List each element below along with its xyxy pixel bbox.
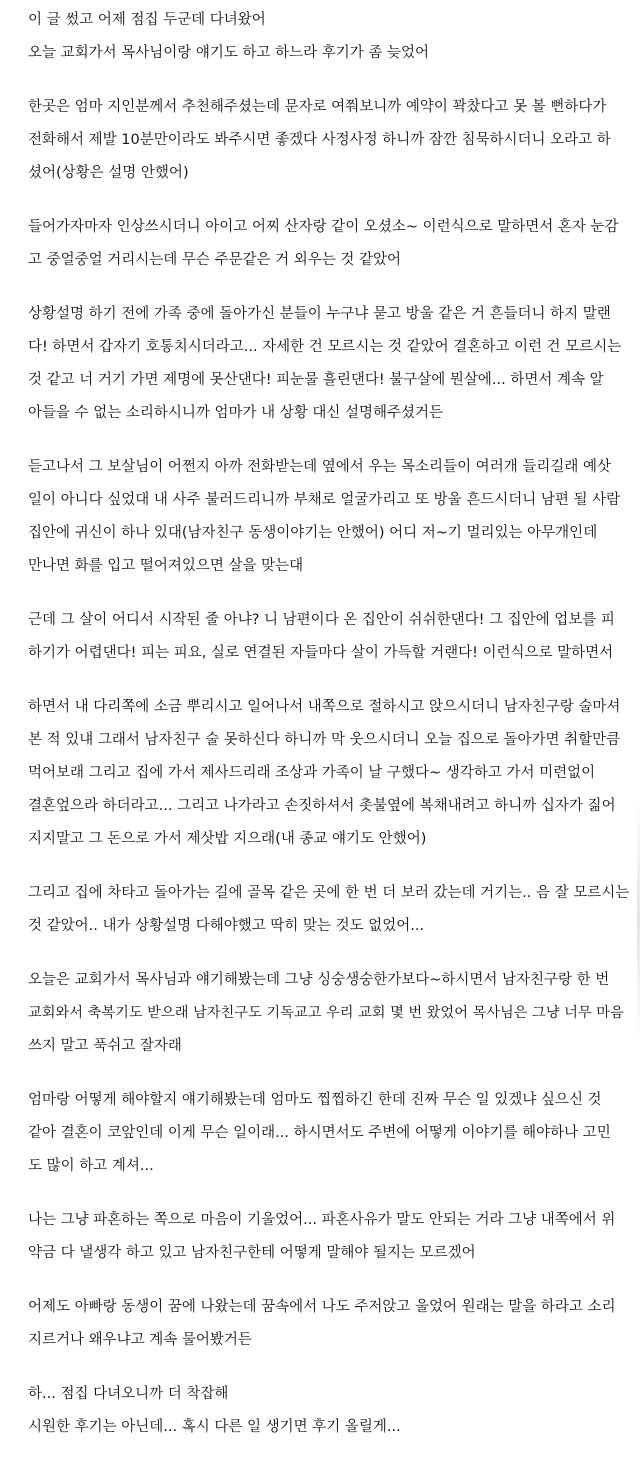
text-line: 것 같았어.. 내가 상황설명 다해야했고 딱히 맞는 것도 없었어... <box>28 918 425 934</box>
text-line: 시원한 후기는 아닌데... 혹시 다른 일 생기면 후기 올릴게... <box>28 1419 401 1435</box>
paragraph <box>28 604 632 670</box>
text-line: 일이 아니다 싶었대 내 사주 불러드리니까 부채로 얼굴가리고 또 방울 흔드시더니 남편 될 사람 <box>28 492 621 508</box>
text-line: 오늘 교회가서 목사님이랑 얘기도 하고 하느라 후기가 좀 늦었어 <box>28 45 430 61</box>
text-line: 한곳은 엄마 지인분께서 추천해주셨는데 문자로 여쭤보니까 예약이 꽉찼다고 못 볼 뻔하다가 <box>28 99 607 115</box>
paragraph <box>28 91 632 190</box>
text-line: 셨어(상황은 설명 안했어) <box>28 165 189 181</box>
paragraph <box>28 964 632 1063</box>
text-line: 상황설명 하기 전에 가족 중에 돌아가신 분들이 누구냐 묻고 방울 같은 거 흔들더니 하지 말랜 <box>28 306 611 322</box>
text-line: 교회와서 축복기도 받으래 남자친구도 기독교고 우리 교회 몇 번 왔었어 목사님은 그냥 너무 마음 <box>28 1005 624 1021</box>
text-line: 고 중얼중얼 거리시는데 무슨 주문같은 거 외우는 것 같았어 <box>28 252 402 268</box>
text-line: 본 적 있냬 그래서 남자친구 술 못하신다 하니까 막 웃으시더니 오늘 집으로 돌아가면 취할만큼 <box>28 732 621 748</box>
paragraph <box>28 1378 632 1444</box>
text-line: 그리고 집에 차타고 돌아가는 길에 골목 같은 곳에 한 번 더 보러 갔는데 거기는.. 음 잘 모르시는 <box>28 885 630 901</box>
text-line: 약금 다 낼생각 하고 있고 남자친구한테 어떻게 말해야 될지는 모르겠어 <box>28 1245 476 1261</box>
paragraph <box>28 877 632 943</box>
text-line: 오늘은 교회가서 목사님과 얘기해봤는데 그냥 싱숭생숭한가보다~하시면서 남자친구랑 한 번 <box>28 972 610 988</box>
text-line: 지르거나 왜우냐고 계속 물어봤거든 <box>28 1332 252 1348</box>
paragraph <box>28 1084 632 1183</box>
text-line: 하기가 어렵댄다! 피는 피요, 실로 연결된 자들마다 살이 가득할 거랜다! 이런식으로 말하면서 <box>28 645 614 661</box>
text-line: 먹어보래 그리고 집에 가서 제사드리래 조상과 가족이 날 구했다~ 생각하고 가서 미련없이 <box>28 765 596 781</box>
paragraph <box>28 691 632 856</box>
paragraph <box>28 451 632 583</box>
text-line: 엄마랑 어떻게 해야할지 얘기해봤는데 엄마도 찝찝하긴 한데 진짜 무슨 일 있겠냐 싶으신 것 <box>28 1092 602 1108</box>
text-line: 같아 결혼이 코앞인데 이게 무슨 일이래... 하시면서도 주변에 어떻게 이야기를 해야하나 고민 <box>28 1125 611 1141</box>
text-line: 집안에 귀신이 하나 있대(남자친구 동생이야기는 안했어) 어디 저~기 멀리있는 아무개인데 <box>28 525 598 541</box>
paragraph <box>28 211 632 277</box>
paragraph <box>28 1204 632 1270</box>
text-line: 결혼엎으라 하더라고... 그리고 나가라고 손짓하셔서 촛불옆에 복채내려고 하니까 십자가 짊어 <box>28 798 616 814</box>
text-line: 나는 그냥 파혼하는 쪽으로 마음이 기울었어... 파혼사유가 말도 안되는 거라 그냥 내쪽에서 위 <box>28 1212 616 1228</box>
paragraph <box>28 4 632 70</box>
text-line: 아들을 수 없는 소리하시니까 엄마가 내 상황 대신 설명해주셨거든 <box>28 405 444 421</box>
text-line: 어제도 아빠랑 동생이 꿈에 나왔는데 꿈속에서 나도 주저앉고 울었어 원래는 말을 하라고 소리 <box>28 1299 616 1315</box>
text-line: 것 같고 너 거기 가면 제명에 못산댄다! 피눈물 흘린댄다! 불구살에 뭔살에... 하면서 계속 알 <box>28 372 604 388</box>
text-line: 근데 그 살이 어디서 시작된 줄 아냐? 니 남편이다 온 집안이 쉬쉬한댄다! 그 집안에 업보를 피 <box>28 612 615 628</box>
text-line: 하... 점집 다녀오니까 더 착잡해 <box>28 1386 229 1402</box>
text-line: 들어가자마자 인상쓰시더니 아이고 어찌 산자랑 같이 오셨소~ 이런식으로 말하면서 혼자 눈감 <box>28 219 619 235</box>
paragraph <box>28 298 632 430</box>
text-line: 이 글 썼고 어제 점집 두군데 다녀왔어 <box>28 12 266 28</box>
text-line: 다! 하면서 갑자기 호통치시더라고... 자세한 건 모르시는 것 같았어 결혼하고 이런 건 모르시는 <box>28 339 622 355</box>
text-line: 하면서 내 다리쪽에 소금 뿌리시고 일어나서 내쪽으로 절하시고 앉으시더니 남자친구랑 술마셔 <box>28 699 621 715</box>
paragraph <box>28 1291 632 1357</box>
text-line: 도 많이 하고 계셔... <box>28 1158 154 1174</box>
text-line: 만나면 화를 입고 떨어져있으면 살을 맞는대 <box>28 558 304 574</box>
text-line: 지지말고 그 돈으로 가서 제삿밥 지으래(내 종교 얘기도 안했어) <box>28 831 427 847</box>
text-line: 듣고나서 그 보살님이 어쩐지 아까 전화받는데 옆에서 우는 목소리들이 여러개 들리길래 예삿 <box>28 459 611 475</box>
text-line: 전화해서 제발 10분만이라도 봐주시면 좋겠다 사정사정 하니까 잠깐 침묵하시더니 오라고 하 <box>28 132 611 148</box>
text-line: 쓰지 말고 푹쉬고 잘자래 <box>28 1038 182 1054</box>
